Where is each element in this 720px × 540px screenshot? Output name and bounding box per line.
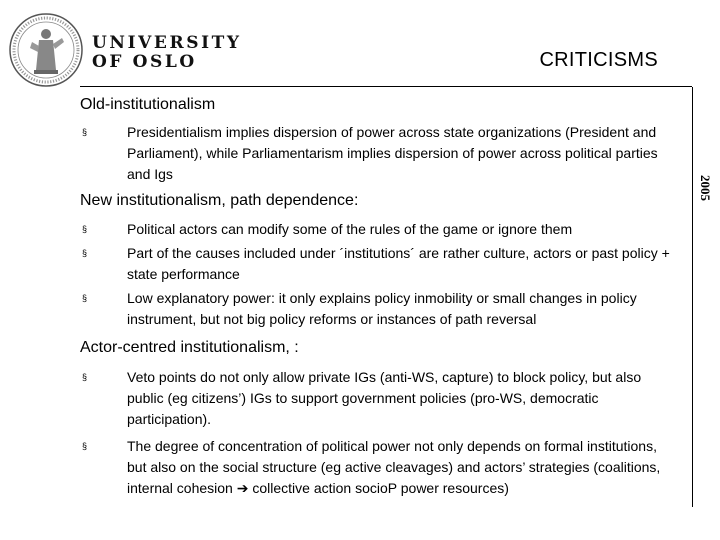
bullet-marker: § bbox=[82, 248, 88, 258]
bullet-text: Presidentialism implies dispersion of power across state organizations (President and Parliament), while Parliamentarism implies dispersion of power across political parties and Igs bbox=[127, 124, 658, 182]
university-seal-icon bbox=[8, 12, 84, 88]
section-heading-old-institutionalism: Old-institutionalism bbox=[80, 96, 216, 113]
bullet-text: Veto points do not only allow private IGs (anti-WS, capture) to block policy, but also public (eg citizens’) IGs to support government policies (pro-WS, democratic participation). bbox=[127, 369, 642, 427]
bullet-text: Low explanatory power: it only explains policy inmobility or small changes in policy instrument, but not big policy reforms or instances of path reversal bbox=[127, 290, 637, 327]
header-rule bbox=[80, 86, 692, 87]
bullet-marker: § bbox=[82, 372, 88, 382]
year-text: 2005 bbox=[698, 175, 713, 201]
year-label bbox=[693, 168, 717, 208]
section-heading-actor-centred-institutionalism: Actor-centred institutionalism, : bbox=[80, 339, 299, 356]
bullet-marker: § bbox=[82, 293, 88, 303]
bullet-item bbox=[80, 288, 680, 330]
bullet-item bbox=[80, 219, 680, 240]
bullet-marker: § bbox=[82, 127, 88, 137]
university-logo-text bbox=[92, 34, 242, 72]
bullet-item bbox=[80, 243, 680, 285]
bullet-marker: § bbox=[82, 224, 88, 234]
bullet-item bbox=[80, 436, 680, 499]
slide-title: CRITICISMS bbox=[539, 49, 658, 71]
bullet-text: Political actors can modify some of the rules of the game or ignore them bbox=[127, 221, 573, 237]
bullet-text: The degree of concentration of political power not only depends on formal institutions, but also on the social structure (eg active cleavages) and actors’ strategies (coalitions, internal cohesion bbox=[127, 438, 661, 496]
logo-line-2: OF OSLO bbox=[92, 52, 197, 72]
bullet-item bbox=[80, 367, 680, 430]
bullet-text: Part of the causes included under ´institutions´ are rather culture, actors or past policy + state performance bbox=[127, 245, 670, 282]
bullet-text-continued: collective action socioP power resources) bbox=[252, 480, 509, 496]
right-arrow-icon: ➔ bbox=[236, 480, 249, 496]
bullet-marker: § bbox=[82, 441, 88, 451]
section-heading-new-institutionalism: New institutionalism, path dependence: bbox=[80, 192, 359, 209]
logo-line-1: UNIVERSITY bbox=[92, 33, 242, 53]
slide-content bbox=[80, 95, 680, 499]
side-rule bbox=[692, 87, 693, 507]
bullet-item bbox=[80, 122, 680, 185]
